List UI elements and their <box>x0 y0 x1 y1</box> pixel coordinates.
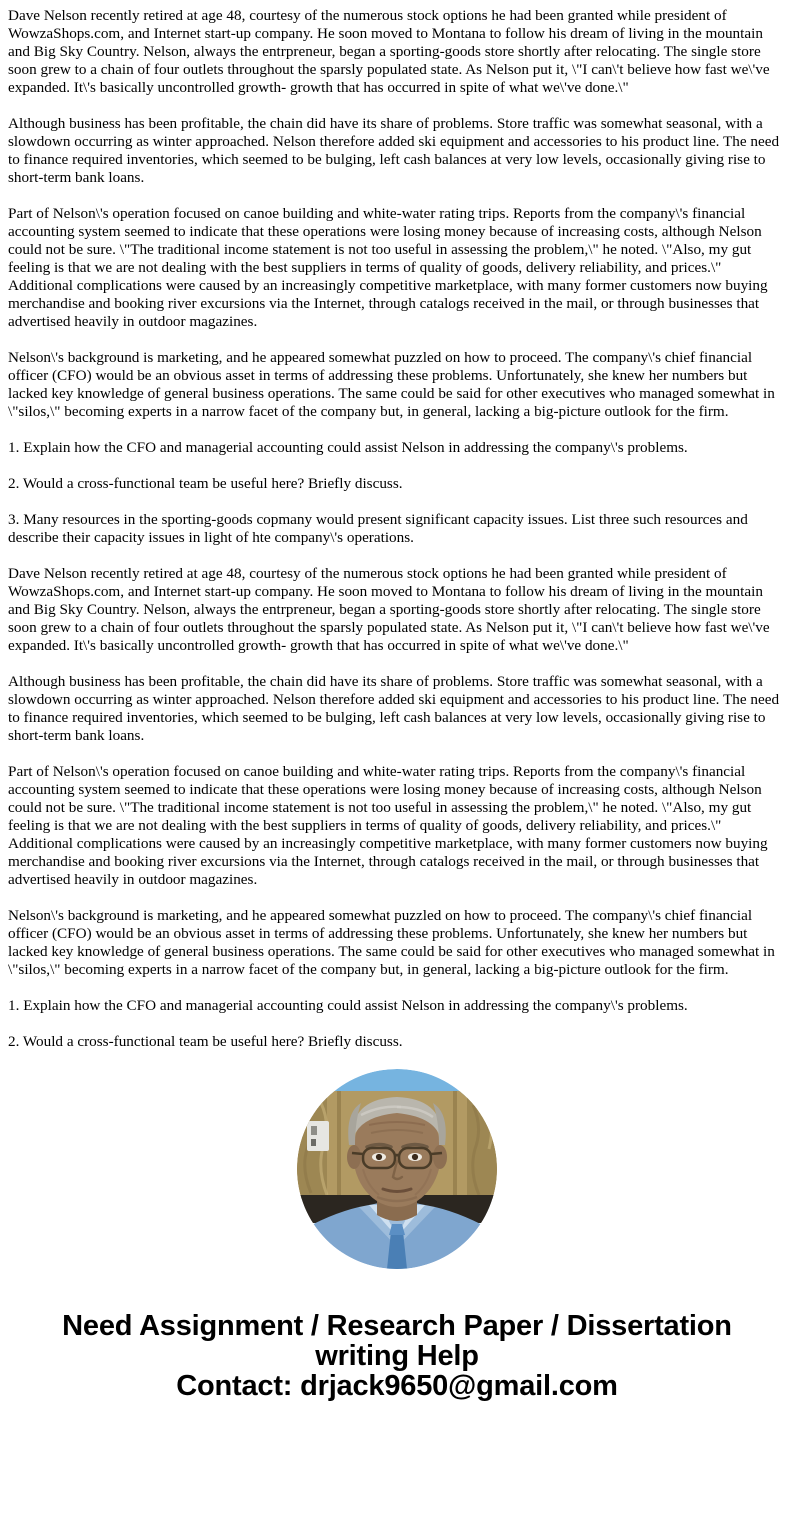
paragraph: Nelson\'s background is marketing, and he appeared somewhat puzzled on how to proceed. The company\'s chief financial officer (CFO) would be an obvious asset in terms of addressing these problems. Unfortunately, she knew her numbers but lacked key knowledge of general business operations. The same could be said for other executives who managed somewhat in \"silos,\" becoming experts in a narrow facet of the company but, in general, lacking a big-picture outlook for the firm. <box>8 907 775 978</box>
avatar <box>297 1069 497 1269</box>
paragraph: Part of Nelson\'s operation focused on canoe building and white-water rating trips. Reports from the company\'s financial accounting system seemed to indicate that these operations were losing money because of increasing costs, although Nelson could not be sure. \"The traditional income statement is not too useful in assessing the problem,\" he noted. \"Also, my gut feeling is that we are not dealing with the best suppliers in terms of quality of goods, delivery reliability, and prices.\" Additional complications were caused by an increasingly competitive marketplace, with many former customers now buying merchandise and booking river excursions via the Internet, through catalogs received in the mail, or through businesses that advertised heavily in outdoor magazines. <box>8 763 768 888</box>
footer-line-contact-email[interactable]: Contact: drjack9650@gmail.com <box>176 1370 618 1402</box>
paragraph: Dave Nelson recently retired at age 48, courtesy of the numerous stock options he had been granted while president of WowzaShops.com, and Internet start-up company. He soon moved to Montana to follow his dream of living in the mountain and Big Sky Country. Nelson, always the entrpreneur, began a sporting-goods store shortly after relocating. The single store soon grew to a chain of four outlets throughout the sparsly populated state. As Nelson put it, \"I can\'t believe how fast we\'ve expanded. It\'s basically uncontrolled growth- growth that has occurred in spite of what we\'ve done.\" <box>8 7 770 96</box>
profile-photo-icon <box>297 1069 497 1269</box>
paragraph: Nelson\'s background is marketing, and he appeared somewhat puzzled on how to proceed. The company\'s chief financial officer (CFO) would be an obvious asset in terms of addressing these problems. Unfortunately, she knew her numbers but lacked key knowledge of general business operations. The same could be said for other executives who managed somewhat in \"silos,\" becoming experts in a narrow facet of the company but, in general, lacking a big-picture outlook for the firm. <box>8 349 775 420</box>
profile-photo-container <box>0 1069 794 1269</box>
question-item: 2. Would a cross-functional team be useful here? Briefly discuss. <box>8 475 403 492</box>
question-item: 2. Would a cross-functional team be useful here? Briefly discuss. <box>8 1033 403 1050</box>
paragraph: Part of Nelson\'s operation focused on canoe building and white-water rating trips. Reports from the company\'s financial accounting system seemed to indicate that these operations were losing money because of increasing costs, although Nelson could not be sure. \"The traditional income statement is not too useful in assessing the problem,\" he noted. \"Also, my gut feeling is that we are not dealing with the best suppliers in terms of quality of goods, delivery reliability, and prices.\" Additional complications were caused by an increasingly competitive marketplace, with many former customers now buying merchandise and booking river excursions via the Internet, through catalogs received in the mail, or through businesses that advertised heavily in outdoor magazines. <box>8 205 768 330</box>
question-item: 1. Explain how the CFO and managerial accounting could assist Nelson in addressing the company\'s problems. <box>8 997 688 1014</box>
paragraph: Although business has been profitable, the chain did have its share of problems. Store traffic was somewhat seasonal, with a slowdown occurring as winter approached. Nelson therefore added ski equipment and accessories to his product line. The need to finance required inventories, which seemed to be bulging, left cash balances at very low levels, occasionally giving rise to short-term bank loans. <box>8 115 780 186</box>
question-item: 3. Many resources in the sporting-goods copmany would present significant capacity issues. List three such resources and describe their capacity issues in light of hte company\'s operations. <box>8 511 748 546</box>
question-item: 1. Explain how the CFO and managerial accounting could assist Nelson in addressing the company\'s problems. <box>8 439 688 456</box>
paragraph: Dave Nelson recently retired at age 48, courtesy of the numerous stock options he had been granted while president of WowzaShops.com, and Internet start-up company. He soon moved to Montana to follow his dream of living in the mountain and Big Sky Country. Nelson, always the entrpreneur, began a sporting-goods store shortly after relocating. The single store soon grew to a chain of four outlets throughout the sparsly populated state. As Nelson put it, \"I can\'t believe how fast we\'ve expanded. It\'s basically uncontrolled growth- growth that has occurred in spite of what we\'ve done.\" <box>8 565 770 654</box>
footer-line-help: writing Help <box>315 1340 479 1372</box>
paragraph: Although business has been profitable, the chain did have its share of problems. Store traffic was somewhat seasonal, with a slowdown occurring as winter approached. Nelson therefore added ski equipment and accessories to his product line. The need to finance required inventories, which seemed to be bulging, left cash balances at very low levels, occasionally giving rise to short-term bank loans. <box>8 673 780 744</box>
footer-contact-banner <box>0 1311 794 1419</box>
footer-line-services: Need Assignment / Research Paper / Dissertation <box>62 1310 732 1342</box>
